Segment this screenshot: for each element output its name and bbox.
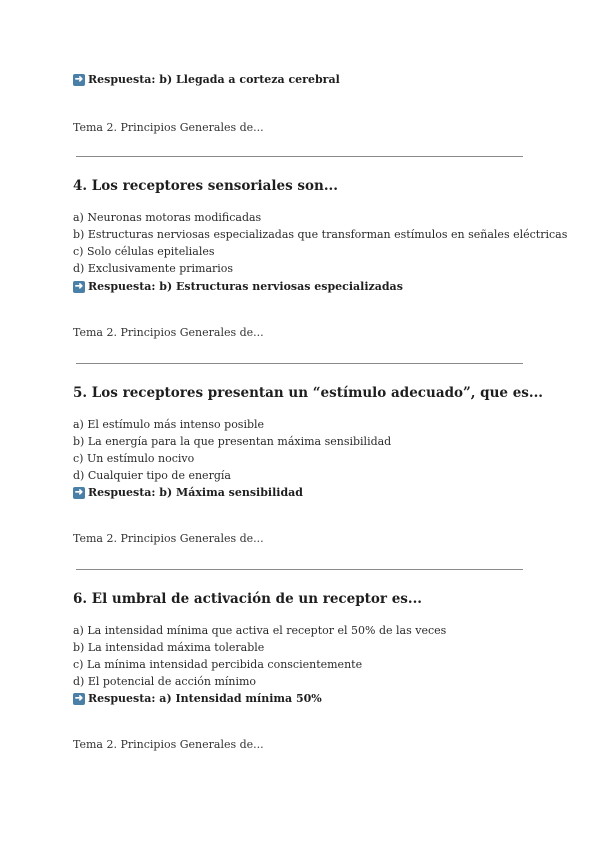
arrow-right-icon: ➜ (74, 280, 84, 292)
option-b: b) La energía para la que presentan máxima sensibilidad (73, 435, 392, 448)
divider (76, 363, 523, 364)
arrow-right-icon: ➜ (74, 692, 84, 704)
answer-line (73, 73, 340, 86)
arrow-right-icon: ➜ (74, 73, 84, 85)
answer-line (73, 280, 403, 293)
option-a: a) El estímulo más intenso posible (73, 418, 265, 431)
section-footer: Tema 2. Principios Generales de... (73, 121, 264, 134)
section-footer: Tema 2. Principios Generales de... (73, 326, 264, 339)
option-b: b) Estructuras nerviosas especializadas que transforman estímulos en señales eléctricas (73, 228, 568, 241)
answer-text: Respuesta: a) Intensidad mínima 50% (88, 692, 322, 705)
arrow-right-icon: ➜ (74, 486, 84, 498)
section-footer: Tema 2. Principios Generales de... (73, 738, 264, 751)
option-d: d) Cualquier tipo de energía (73, 469, 231, 482)
divider (76, 569, 523, 570)
option-d: d) El potencial de acción mínimo (73, 675, 257, 688)
answer-text: Respuesta: b) Estructuras nerviosas especializadas (88, 280, 403, 293)
option-c: c) La mínima intensidad percibida conscientemente (73, 658, 363, 671)
answer-text: Respuesta: b) Llegada a corteza cerebral (88, 73, 340, 86)
option-a: a) La intensidad mínima que activa el receptor el 50% de las veces (73, 624, 447, 637)
option-c: c) Solo células epiteliales (73, 245, 215, 258)
answer-line (73, 486, 303, 499)
option-c: c) Un estímulo nocivo (73, 452, 195, 465)
section-footer: Tema 2. Principios Generales de... (73, 532, 264, 545)
option-b: b) La intensidad máxima tolerable (73, 641, 265, 654)
divider (76, 156, 523, 157)
question-title: 4. Los receptores sensoriales son... (73, 178, 338, 194)
answer-text: Respuesta: b) Máxima sensibilidad (88, 486, 303, 499)
question-title: 5. Los receptores presentan un “estímulo adecuado”, que es... (73, 385, 544, 401)
option-d: d) Exclusivamente primarios (73, 262, 234, 275)
option-a: a) Neuronas motoras modificadas (73, 211, 262, 224)
question-title: 6. El umbral de activación de un receptor es... (73, 591, 423, 607)
answer-line (73, 692, 322, 705)
